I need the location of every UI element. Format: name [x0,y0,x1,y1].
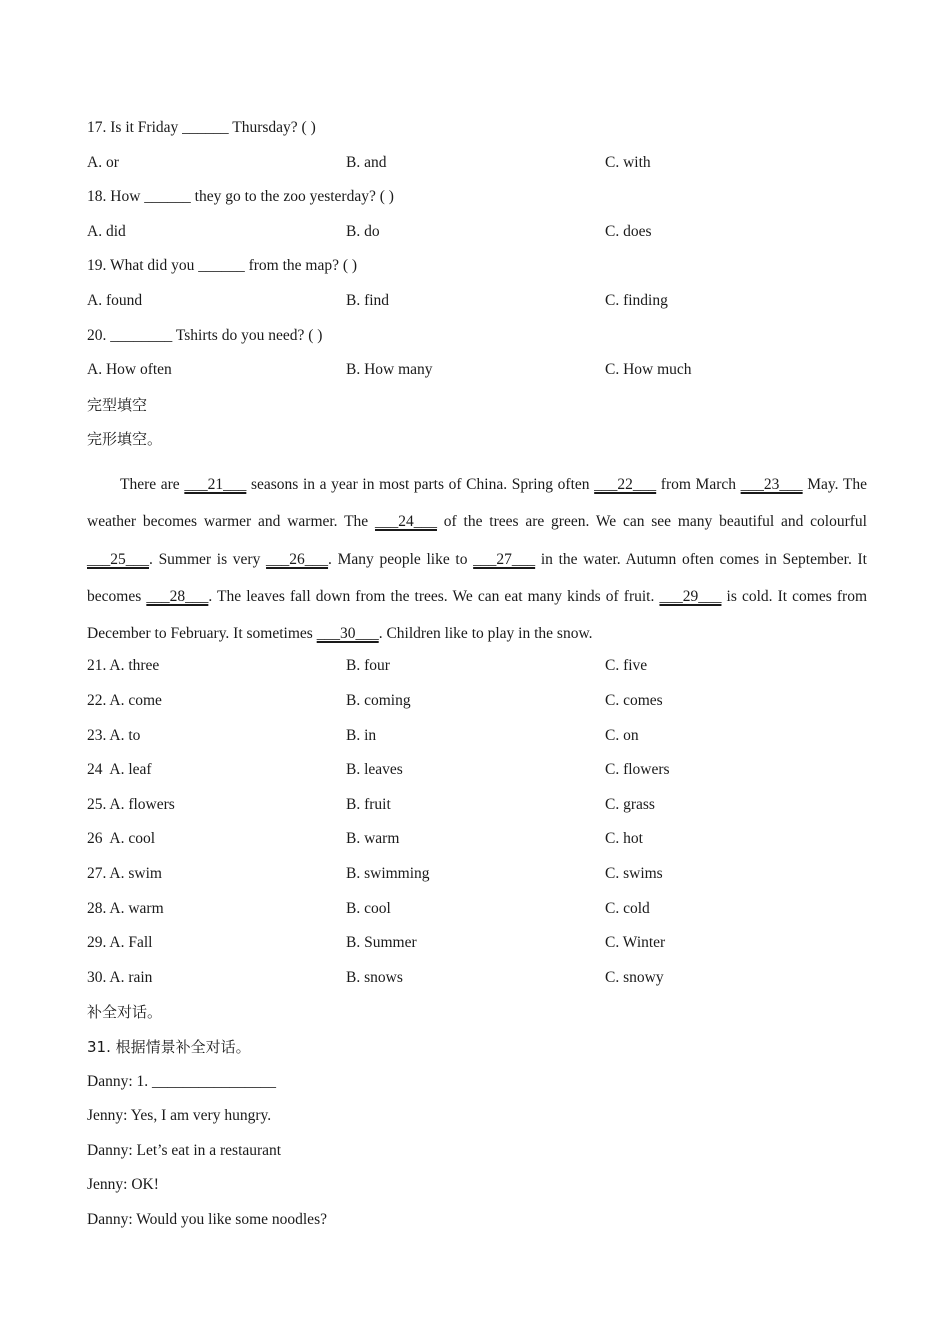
passage-text-segment: in the water. Autumn often comes in September. It becomes [87,550,867,605]
option-a: 26 A. cool [87,830,156,848]
cloze-passage [87,466,867,652]
passage-text-segment: from March [656,475,741,493]
option-b: B. cool [346,899,391,917]
option-b: B. swimming [346,864,430,882]
options-26 [87,827,867,862]
option-c: C. hot [605,830,643,848]
section-heading-dialogue: 补全对话。 [87,1003,163,1022]
multiple-choice-block [87,116,867,393]
option-b: B. How many [346,361,433,379]
section-heading-cloze: 完型填空 [87,395,148,414]
option-a: 27. A. swim [87,864,162,882]
cloze-blank: ___30___ [316,625,379,643]
option-c: C. on [605,726,639,744]
option-a: 24 A. leaf [87,761,152,779]
options-17 [87,151,867,186]
option-a: 25. A. flowers [87,795,175,813]
passage-text-segment: . Many people like to [328,550,474,568]
option-b: B. in [346,726,377,744]
passage-text-segment: . The leaves fall down from the trees. We can eat many kinds of fruit. [208,587,660,605]
option-c: C. grass [605,795,655,813]
option-c: C. snowy [605,968,664,986]
cloze-blank: ___29___ [659,587,722,605]
option-b: B. coming [346,692,411,710]
option-a: A. How often [87,361,172,379]
options-18 [87,220,867,255]
option-b: B. do [346,222,380,240]
option-b: B. leaves [346,761,403,779]
cloze-options-block [87,654,867,1000]
option-b: B. four [346,657,390,675]
cloze-blank: ___25___ [87,550,149,568]
passage-text-segment: seasons in a year in most parts of China. Spring often [246,475,595,493]
cloze-blank: ___26___ [266,550,329,568]
dialogue-line: Danny: Would you like some noodles? [87,1210,327,1228]
options-25 [87,793,867,828]
option-b: B. find [346,291,390,309]
cloze-blank: ___24___ [375,513,437,531]
question-stem: 17. Is it Friday ______ Thursday? ( ) [87,119,316,136]
dialogue-line: Jenny: OK! [87,1176,159,1194]
cloze-blank: ___27___ [473,550,536,568]
option-c: C. five [605,657,648,675]
option-a: 22. A. come [87,692,162,710]
option-c: C. comes [605,692,663,710]
question-18 [87,185,867,220]
option-b: B. and [346,153,387,171]
option-c: C. flowers [605,761,670,779]
options-19 [87,289,867,324]
cloze-blank: ___23___ [740,475,803,493]
passage-text-segment: . Summer is very [149,550,267,568]
option-b: B. warm [346,830,400,848]
dialogue-line: Danny: 1. ________________ [87,1072,277,1090]
option-a: 23. A. to [87,726,141,744]
question-20 [87,324,867,359]
options-27 [87,862,867,897]
options-30 [87,966,867,1001]
option-c: C. with [605,153,651,171]
option-a: 30. A. rain [87,968,153,986]
option-a: A. or [87,153,119,171]
option-c: C. Winter [605,934,666,952]
options-24 [87,758,867,793]
option-a: 29. A. Fall [87,934,153,952]
option-b: B. Summer [346,934,417,952]
option-b: B. fruit [346,795,391,813]
section-instruction-dialogue: 31. 根据情景补全对话。 [87,1037,251,1056]
options-22 [87,689,867,724]
cloze-blank: ___21___ [184,475,247,493]
question-17 [87,116,867,151]
option-c: C. does [605,222,652,240]
passage-text-segment: There are [120,475,185,493]
question-19 [87,254,867,289]
options-20 [87,358,867,393]
option-a: 28. A. warm [87,899,164,917]
options-21 [87,654,867,689]
option-a: 21. A. three [87,657,160,675]
dialogue-line: Jenny: Yes, I am very hungry. [87,1107,272,1125]
options-23 [87,724,867,759]
option-c: C. cold [605,899,650,917]
option-a: A. found [87,291,143,309]
section-instruction-cloze: 完形填空。 [87,430,163,449]
options-28 [87,897,867,932]
option-c: C. How much [605,361,692,379]
option-c: C. finding [605,291,668,309]
passage-text-segment: May. The weather becomes warmer and warmer. The [87,475,867,531]
question-stem: 19. What did you ______ from the map? ( ) [87,257,358,275]
passage-text-segment: is cold. It comes from December to February. It sometimes [87,587,867,643]
dialogue-line: Danny: Let’s eat in a restaurant [87,1141,282,1159]
passage-text-segment: of the trees are green. We can see many beautiful and colourful [437,513,867,531]
passage-text-segment: . Children like to play in the snow. [378,625,593,643]
option-b: B. snows [346,968,403,986]
option-a: A. did [87,222,126,240]
question-stem: 20. ________ Tshirts do you need? ( ) [87,326,323,344]
worksheet-page [87,116,867,1243]
option-c: C. swims [605,864,663,882]
cloze-blank: ___22___ [594,475,657,493]
cloze-passage-text [87,466,867,652]
question-stem: 18. How ______ they go to the zoo yesterday? ( ) [87,188,394,206]
cloze-blank: ___28___ [146,587,209,605]
options-29 [87,931,867,966]
